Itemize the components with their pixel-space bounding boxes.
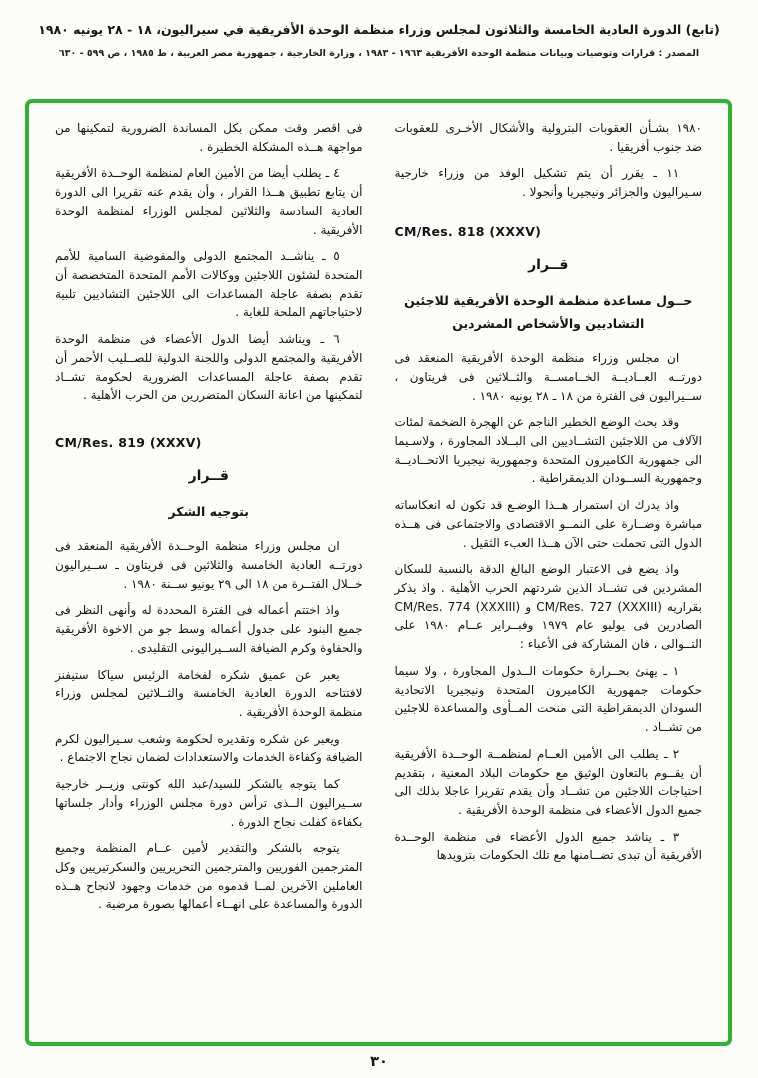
page-header <box>0 0 758 59</box>
header-source: المصدر : قرارات وتوصيات وبيانات منظمة الوحدة الأفريقية ١٩٦٣ - ١٩٨٣ ، وزارة الخارجية ، جمهورية مصر العربية ، ط ١٩٨٥ ، ص ٥٩٩ - ٦٣٠ <box>58 48 700 59</box>
paragraph: ٥ ـ يناشــد المجتمع الدولى والمفوضية السامية للأمم المتحدة لشئون اللاجئين ووكالات الأمم المتحدة المتخصصة أن تقدم بصفة عاجلة المساعدات الى اللاجئين التشاديين تلبية لاحتياجاتهم الملحة للغاية . <box>55 249 363 320</box>
paragraph: ١٩٨٠ بشـأن العقوبات البترولية والأشكال الأخـرى للعقوبات ضد جنوب أفريقيا . <box>394 121 702 154</box>
paragraph: واذ يضع فى الاعتبار الوضع البالغ الدقة بالنسبة للسكان المشردين فى تشــاد الذين شردتهم الحرب الأهلية . واذ يذكر بقراريه CM/Res. 727 (XXXIII) و CM/Res. 774 (XXXIII) الصادرين فى يوليو عام ١٩٧٩ وفبــراير عــام ١٩٨٠ على التــوالى ، فان المشاركة فى الأعباء : <box>394 562 702 652</box>
paragraph: كما يتوجه بالشكر للسيد/عبد الله كونتى وزيــر خارجية ســيراليون الــذى ترأس دورة مجلس الوزراء وأدار جلساتها بكفاءة كفلت نجاح الدورة . <box>55 777 363 829</box>
paragraph: واذ يدرك ان استمرار هــذا الوضـع قد تكون له انعكاساته مباشرة وضــارة على النمــو الاقتصادى والاجتماعى فى هــذه الدول التى تحملت حتى الآن هــذا العبء الثقيل . <box>394 498 702 550</box>
paragraph: ويعبر عن شكره وتقديره لحكومة وشعب سـيراليون لكرم الضيافة وكفاءة الخدمات والاستعدادات لضمان نجاح الاجتماع . <box>55 731 363 765</box>
header-title: (تابع) الدورة العادية الخامسة والثلاثون لمجلس وزراء منظمة الوحدة الأفريقية في سيراليون، ١٨ - ٢٨ يونيه ١٩٨٠ <box>38 22 720 37</box>
paragraph: ٤ ـ يطلب أيضا من الأمين العام لمنظمة الوحــدة الأفريقية أن يتابع تطبيق هــذا القرار ، وأن يقدم عنه تقريرا الى الدورة العادية السادسة والثلاثين لمجلس الوزراء لمنظمة الوحدة الأفريقية . <box>55 166 363 237</box>
right-column <box>395 119 703 1034</box>
paragraph: ٣ ـ يناشد جميع الدول الأعضاء فى منظمة الوحــدة الأفريقية أن تبدى تضــامنها مع تلك الحكومات بتزويدها <box>394 829 702 863</box>
two-column-layout <box>55 119 702 1034</box>
paragraph: ٦ ـ ويناشد أيضا الدول الأعضاء فى منظمة الوحدة الأفريقية والمجتمع الدولى واللجنة الدولية للصــليب الأحمر أن تقدم بصفة عاجلة المساعدات الضرورية لحكومة تشــاد لتمكينها من اعانة السكان المتضررين من الحرب الأهلية . <box>55 332 363 403</box>
paragraph: يتوجه بالشكر والتقدير لأمين عــام المنظمة وجميع المترجمين الفوريين والمترجمين التحريريين والسكرتيريين وكل العاملين الآخرين لمــا قدموه من خدمات وجهود لانجاح هــذه الدورة والمساعدة على انهــاء أعمالها بصورة مرضية . <box>55 841 363 912</box>
paragraph: واذ اختتم أعماله فى الفترة المحددة له وأنهى النظر فى جميع البنود على جدول أعماله وسط جو من الاخوة الأفريقية والحفاوة وكرم الضيافة الســيراليونى التقليدى . <box>55 603 363 655</box>
resolution-ref-818: CM/Res. 818 (XXXV) <box>394 223 542 239</box>
left-column <box>55 119 363 1034</box>
paragraph: ١١ ـ يقرر أن يتم تشكيل الوفد من وزراء خارجية سـيراليون والجزائر ونيجيريا وأنجولا . <box>394 166 702 200</box>
paragraph: ان مجلس وزراء منظمة الوحــدة الأفريقية المنعقد فى دورتــه العادية الخامسة والثلاثين فى فريتاون ـ ســيراليون خــلال الفتــرة من ١٨ الى ٢٩ يونيو ســنة ١٩٨٠ . <box>55 539 363 591</box>
resolution-title: حــول مساعدة منظمة الوحدة الأفريقية للاجئين التشاديين والأشخاص المشردين <box>404 292 693 331</box>
resolution-title: بتوجيه الشكر <box>168 504 249 520</box>
paragraph: يعبر عن عميق شكره لفخامة الرئيس سياكا ستيفنز لافتتاحه الدورة العادية الخامسة والثــلاثين لمجلس وزراء منظمة الوحدة الأفريقية . <box>55 667 363 719</box>
resolution-heading: قــرار <box>188 468 229 485</box>
paragraph: ٢ ـ يطلب الى الأمين العــام لمنظمــة الوحــدة الأفريقية أن يقــوم بالتعاون الوثيق مع حكومات البلاد المعنية ، بتقديم احتياجات اللاجئين من تشــاد وأن يقدم تقريرا عاجلا بذلك الى جميع الدول الأعضاء فى منظمة الوحدة الأفريقية . <box>394 746 702 817</box>
paragraph: وقد بحث الوضع الخطير الناجم عن الهجرة الضخمة لمئات الآلاف من اللاجئين التشــاديين الى البــلاد المجاورة ، ولاسـيما الى جمهورية الكاميرون المتحدة وجمهورية نيجيريا الاتحــاديــة وجمهورية الســودان الديمقراطية . <box>394 415 702 486</box>
paragraph: ١ ـ يهنئ بحــرارة حكومات الــدول المجاورة ، ولا سيما حكومات جمهورية الكاميرون المتحدة ونيجيريا الاتحادية السودان الديمقراطية التى منحت المــأوى والمساعدة للاجئين من تشــاد . <box>394 663 702 735</box>
page-number: ٣٠ <box>370 1054 388 1070</box>
content-border-box <box>25 99 732 1046</box>
resolution-heading: قــرار <box>528 256 569 273</box>
paragraph: ان مجلس وزراء منظمة الوحدة الأفريقية المنعقد فى دورتــه العــاديــة الخــامســة والثــلاثين فى فريتاون ، ســيراليون فى الفترة من ١٨ ـ ٢٨ يونيه ١٩٨٠ . <box>394 351 702 403</box>
resolution-ref-819: CM/Res. 819 (XXXV) <box>55 435 202 451</box>
paragraph: فى اقصر وقت ممكن بكل المساندة الضرورية لتمكينها من مواجهة هــذه المشكلة الخطيرة . <box>55 121 363 154</box>
